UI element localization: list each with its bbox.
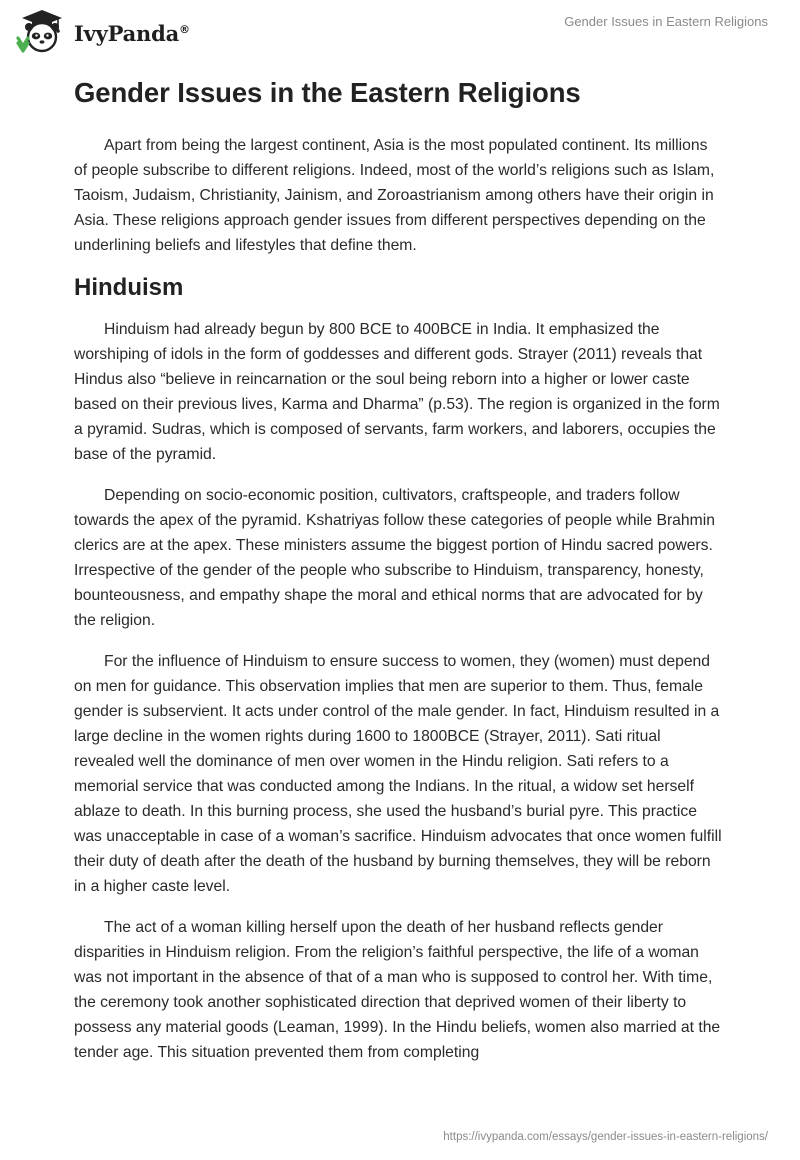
running-title: Gender Issues in Eastern Religions	[564, 14, 768, 29]
body-paragraph: For the influence of Hinduism to ensure success to women, they (women) must depend on men for guidance. This observation implies that men are superior to them. Thus, female gender is subservient. It acts under control of the male gender. In fact, Hinduism resulted in a large decline in the women rights during 1600 to 1800BCE (Strayer, 2011). Sati ritual revealed well the dominance of men over women in the Hindu religion. Sati refers to a memorial service that was conducted among the Indians. In the ritual, a widow set herself ablaze to death. In this burning process, she used the husband’s burial pyre. This practice was unacceptable in case of a woman’s sacrifice. Hinduism advocates that once women fulfill their duty of death after the death of the husband by burning themselves, they will be reborn in a higher caste level.	[74, 653, 722, 896]
document-title: Gender Issues in the Eastern Religions	[74, 77, 581, 108]
page-header	[0, 0, 800, 60]
section-heading-hinduism: Hinduism	[74, 273, 184, 301]
document-body	[74, 70, 724, 1065]
brand-name: IvyPanda®	[74, 20, 190, 46]
body-paragraph: Depending on socio-economic position, cultivators, craftspeople, and traders follow towards the apex of the pyramid. Kshatriyas follow these categories of people while Brahmin clerics are at the apex. These ministers assume the biggest portion of Hindu sacred powers. Irrespective of the gender of the people who subscribe to Hinduism, transparency, honesty, bounteousness, and empathy shape the moral and ethical norms that are advocated for by the religion.	[74, 487, 715, 630]
body-paragraph: Hinduism had already begun by 800 BCE to 400BCE in India. It emphasized the worshiping of idols in the form of goddesses and different gods. Strayer (2011) reveals that Hindus also “believe in reincarnation or the soul being reborn into a higher or lower caste based on their previous lives, Karma and Dharma” (p.53). The region is organized in the form a pyramid. Sudras, which is composed of servants, farm workers, and laborers, occupies the base of the pyramid.	[74, 321, 720, 464]
registered-mark: ®	[179, 22, 190, 36]
brand-logo[interactable]	[14, 8, 190, 54]
intro-paragraph: Apart from being the largest continent, Asia is the most populated continent. Its millions of people subscribe to different religions. Indeed, most of the world’s religions such as Islam, Taoism, Judaism, Christianity, Jainism, and Zoroastrianism among others have their origin in Asia. These religions approach gender issues from different perspectives depending on the underlining beliefs and lifestyles that define them.	[74, 136, 715, 254]
footer-url[interactable]: https://ivypanda.com/essays/gender-issues-in-eastern-religions/	[443, 1131, 768, 1143]
panda-graduate-icon	[14, 8, 70, 54]
body-paragraph: The act of a woman killing herself upon the death of her husband reflects gender disparities in Hinduism religion. From the religion’s faithful perspective, the life of a woman was not important in the absence of that of a man who is supposed to control her. With time, the ceremony took another sophisticated direction that deprived women of their liberty to possess any material goods (Leaman, 1999). In the Hindu beliefs, women also married at the tender age. This situation prevented them from completing	[74, 919, 721, 1062]
